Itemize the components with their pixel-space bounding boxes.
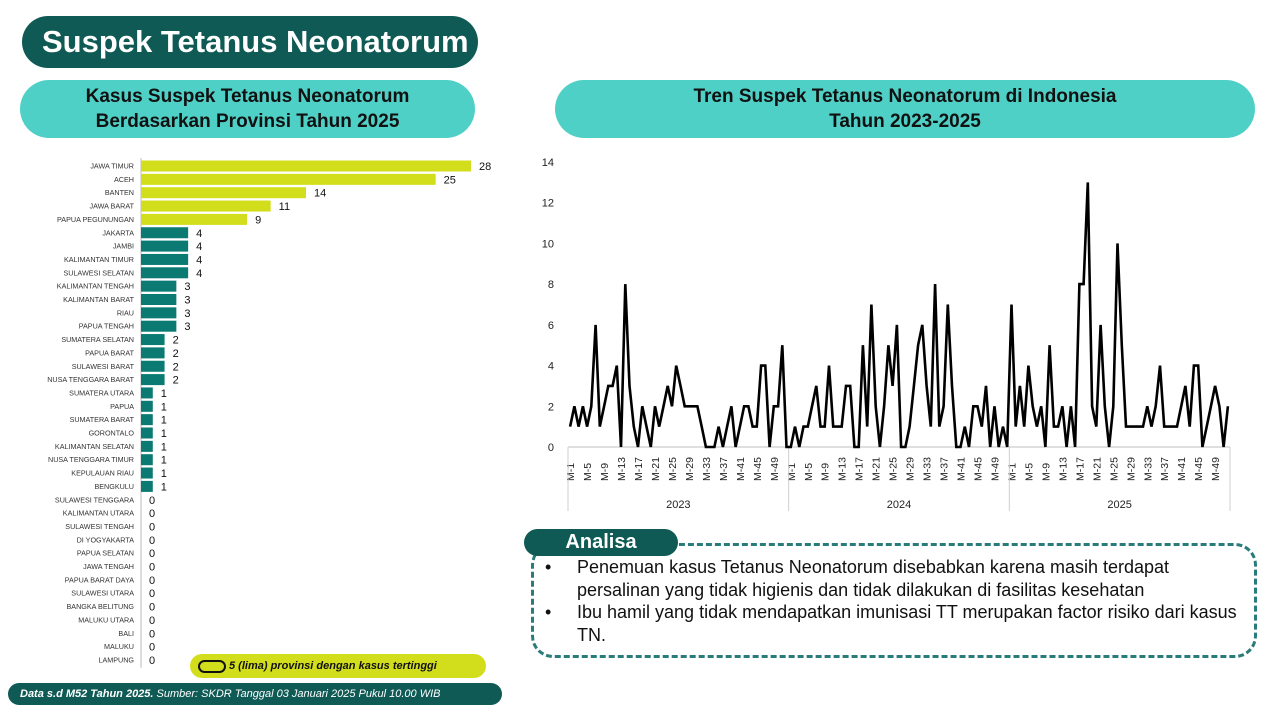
bar-value-label: 0 [149, 494, 156, 507]
bar [141, 201, 271, 212]
bar-category-label: RIAU [116, 308, 134, 318]
bar-category-label: SULAWESI BARAT [71, 361, 134, 371]
bar-value-label: 0 [149, 508, 156, 521]
x-tick-label: M-25 [887, 457, 900, 481]
bar-value-label: 2 [172, 347, 179, 360]
bar-value-label: 3 [184, 294, 191, 307]
bar-value-label: 2 [172, 374, 179, 387]
x-tick-label: M-41 [955, 457, 968, 481]
x-tick-label: M-41 [734, 457, 747, 481]
bar-category-label: KALIMANTAN SELATAN [54, 441, 134, 451]
bar-category-label: JAWA BARAT [89, 201, 134, 211]
page-title: Suspek Tetanus Neonatorum [22, 16, 478, 68]
x-tick-label: M-1 [565, 462, 578, 481]
y-tick-label: 2 [547, 401, 554, 414]
x-tick-label: M-9 [819, 462, 832, 481]
bar-category-label: PAPUA TENGAH [78, 321, 134, 331]
analysis-point-text: Ibu hamil yang tidak mendapatkan imunisasi TT merupakan factor risiko dari kasus TN. [577, 602, 1237, 645]
bar [141, 321, 176, 332]
bar-value-label: 1 [160, 441, 167, 454]
x-tick-label: M-21 [1091, 457, 1104, 481]
bar-category-label: ACEH [114, 174, 134, 184]
bar [141, 454, 153, 465]
bar [141, 361, 165, 372]
bar-value-label: 0 [149, 521, 156, 534]
x-tick-label: M-21 [870, 457, 883, 481]
bar-value-label: 1 [160, 468, 167, 481]
year-group-label: 2024 [886, 499, 912, 511]
bar-category-label: SULAWESI UTARA [71, 588, 134, 598]
year-group-label: 2025 [1107, 499, 1132, 511]
bar-category-label: GORONTALO [88, 428, 134, 438]
x-tick-label: M-1 [785, 462, 798, 481]
bar-chart-title [20, 80, 475, 138]
x-tick-label: M-29 [1125, 457, 1138, 481]
x-tick-label: M-25 [666, 457, 679, 481]
x-tick-label: M-17 [633, 457, 646, 481]
y-tick-label: 0 [547, 442, 554, 454]
bar [141, 468, 153, 479]
x-tick-label: M-33 [700, 457, 713, 481]
analysis-point [545, 556, 1245, 601]
bar-category-label: KEPULAUAN RIAU [71, 468, 134, 478]
bar [141, 428, 153, 439]
analysis-label: Analisa [524, 529, 678, 556]
year-group-label: 2023 [666, 499, 691, 511]
trend-series-line [570, 182, 1228, 447]
bar-category-label: SUMATERA SELATAN [61, 335, 134, 345]
bar [141, 267, 188, 278]
x-tick-label: M-21 [649, 457, 662, 481]
legend-label: 5 (lima) provinsi dengan kasus tertinggi [229, 660, 437, 672]
province-bar-chart [0, 155, 520, 675]
bar [141, 374, 165, 385]
bar [141, 214, 247, 225]
x-tick-label: M-45 [972, 457, 985, 481]
x-tick-label: M-49 [1210, 457, 1223, 481]
x-tick-label: M-49 [989, 457, 1002, 481]
bar [141, 161, 471, 172]
x-tick-label: M-33 [1142, 457, 1155, 481]
bar-value-label: 1 [160, 414, 167, 427]
x-tick-label: M-5 [1023, 462, 1036, 481]
footer-bold-text: Data s.d M52 Tahun 2025. [20, 688, 154, 700]
bar-value-label: 0 [149, 601, 156, 614]
bar [141, 347, 165, 358]
bar-chart-title-line1: Kasus Suspek Tetanus Neonatorum [85, 86, 410, 107]
bar-category-label: SULAWESI TENGGARA [54, 495, 134, 505]
bar-value-label: 0 [149, 574, 156, 587]
bar-value-label: 0 [149, 628, 156, 641]
bar [141, 281, 176, 292]
bar-value-label: 1 [160, 481, 167, 494]
line-chart-title-line2: Tahun 2023-2025 [829, 111, 981, 132]
x-tick-label: M-5 [802, 462, 815, 481]
x-tick-label: M-49 [768, 457, 781, 481]
bar [141, 401, 153, 412]
bar [141, 187, 306, 198]
bar-category-label: KALIMANTAN UTARA [62, 508, 134, 518]
bar-chart-title-line2: Berdasarkan Provinsi Tahun 2025 [95, 111, 400, 132]
bar [141, 441, 153, 452]
bar-category-label: KALIMANTAN TIMUR [63, 254, 134, 264]
footer-text: Sumber: SKDR Tanggal 03 Januari 2025 Pukul 10.00 WIB [153, 688, 441, 700]
bar [141, 307, 176, 318]
x-tick-label: M-29 [683, 457, 696, 481]
x-tick-label: M-37 [1159, 457, 1172, 481]
bar-category-label: SUMATERA BARAT [69, 415, 134, 425]
x-tick-label: M-13 [836, 457, 849, 481]
bar-value-label: 0 [149, 614, 156, 627]
x-tick-label: M-5 [582, 462, 595, 481]
legend [190, 654, 486, 678]
bar-value-label: 25 [443, 174, 456, 187]
bullet-icon: • [545, 557, 552, 577]
y-tick-label: 12 [541, 197, 554, 210]
bar-category-label: JAWA TIMUR [90, 161, 134, 171]
bar-value-label: 14 [314, 187, 327, 200]
bar-category-label: SULAWESI TENGAH [65, 521, 134, 531]
bar-category-label: NUSA TENGGARA TIMUR [48, 455, 134, 465]
bar [141, 174, 436, 185]
y-tick-label: 4 [547, 360, 554, 373]
bar [141, 334, 165, 345]
x-tick-label: M-13 [1057, 457, 1070, 481]
bar-value-label: 4 [196, 254, 203, 267]
bar-category-label: BALI [118, 628, 134, 638]
bar-value-label: 0 [149, 534, 156, 547]
x-tick-label: M-17 [1074, 457, 1087, 481]
bar-value-label: 3 [184, 281, 191, 294]
bar-category-label: JAKARTA [102, 228, 134, 238]
bar-category-label: PAPUA BARAT [85, 348, 134, 358]
bar-category-label: NUSA TENGGARA BARAT [47, 375, 134, 385]
analysis-point [545, 601, 1245, 646]
line-chart-title-line1: Tren Suspek Tetanus Neonatorum di Indonesia [693, 86, 1117, 107]
x-tick-label: M-45 [1193, 457, 1206, 481]
bar-value-label: 11 [278, 201, 291, 214]
analysis-list [545, 556, 1245, 646]
footer-source [8, 683, 502, 705]
y-tick-label: 6 [547, 319, 554, 332]
bar [141, 294, 176, 305]
x-tick-label: M-9 [1040, 462, 1053, 481]
bar-category-label: LAMPUNG [98, 655, 134, 665]
x-tick-label: M-25 [1108, 457, 1121, 481]
x-tick-label: M-45 [751, 457, 764, 481]
bar-value-label: 1 [160, 387, 167, 400]
bar-category-label: PAPUA [110, 401, 134, 411]
bar-value-label: 3 [184, 307, 191, 320]
x-tick-label: M-29 [904, 457, 917, 481]
x-tick-label: M-13 [616, 457, 629, 481]
x-tick-label: M-33 [921, 457, 934, 481]
bar-value-label: 2 [172, 361, 179, 374]
bar [141, 481, 153, 492]
x-tick-label: M-1 [1006, 462, 1019, 481]
bar-value-label: 0 [149, 654, 156, 667]
bar-value-label: 0 [149, 588, 156, 601]
bar-value-label: 1 [160, 454, 167, 467]
bar-value-label: 0 [149, 561, 156, 574]
bar-value-label: 1 [160, 428, 167, 440]
bar-value-label: 0 [149, 548, 156, 561]
line-chart-title [555, 80, 1255, 138]
bar-value-label: 4 [196, 227, 203, 240]
bar [141, 227, 188, 238]
trend-line-chart [530, 150, 1270, 525]
bullet-icon: • [545, 602, 552, 622]
x-tick-label: M-17 [853, 457, 866, 481]
x-tick-label: M-37 [938, 457, 951, 481]
bar-value-label: 3 [184, 321, 191, 334]
bar-category-label: KALIMANTAN TENGAH [56, 281, 134, 291]
bar [141, 254, 188, 265]
bar [141, 387, 153, 398]
bar-category-label: PAPUA BARAT DAYA [64, 575, 134, 585]
bar-value-label: 4 [196, 241, 203, 254]
bar-category-label: KALIMANTAN BARAT [63, 295, 134, 304]
analysis-point-text: Penemuan kasus Tetanus Neonatorum disebabkan karena masih terdapat persalinan yang tidak higienis dan tidak dilakukan di fasilitas kesehatan [577, 557, 1170, 600]
bar-category-label: PAPUA SELATAN [76, 548, 134, 558]
bar-value-label: 4 [196, 267, 203, 280]
bar-category-label: SULAWESI SELATAN [63, 268, 134, 278]
bar-category-label: BANGKA BELITUNG [66, 602, 134, 612]
x-tick-label: M-9 [599, 462, 612, 481]
y-tick-label: 14 [541, 157, 554, 169]
bar-category-label: BANTEN [104, 188, 134, 198]
x-tick-label: M-41 [1176, 457, 1189, 481]
y-tick-label: 10 [541, 238, 554, 251]
bar-category-label: BENGKULU [94, 481, 134, 491]
bar-value-label: 28 [479, 161, 492, 173]
bar-category-label: DI YOGYAKARTA [76, 535, 134, 545]
x-tick-label: M-37 [717, 457, 730, 481]
y-tick-label: 8 [547, 279, 554, 292]
bar-category-label: SUMATERA UTARA [69, 388, 134, 398]
bar-category-label: MALUKU UTARA [78, 615, 134, 625]
bar-category-label: JAWA TENGAH [83, 562, 134, 571]
bar-value-label: 0 [149, 641, 156, 654]
bar-value-label: 2 [172, 334, 179, 347]
bar-value-label: 1 [160, 401, 167, 414]
legend-highlight-icon [198, 660, 226, 673]
bar-category-label: JAMBI [112, 241, 134, 251]
bar [141, 414, 153, 425]
bar [141, 241, 188, 252]
bar-category-label: PAPUA PEGUNUNGAN [57, 214, 134, 224]
bar-value-label: 9 [255, 214, 262, 227]
bar-category-label: MALUKU [104, 642, 134, 652]
